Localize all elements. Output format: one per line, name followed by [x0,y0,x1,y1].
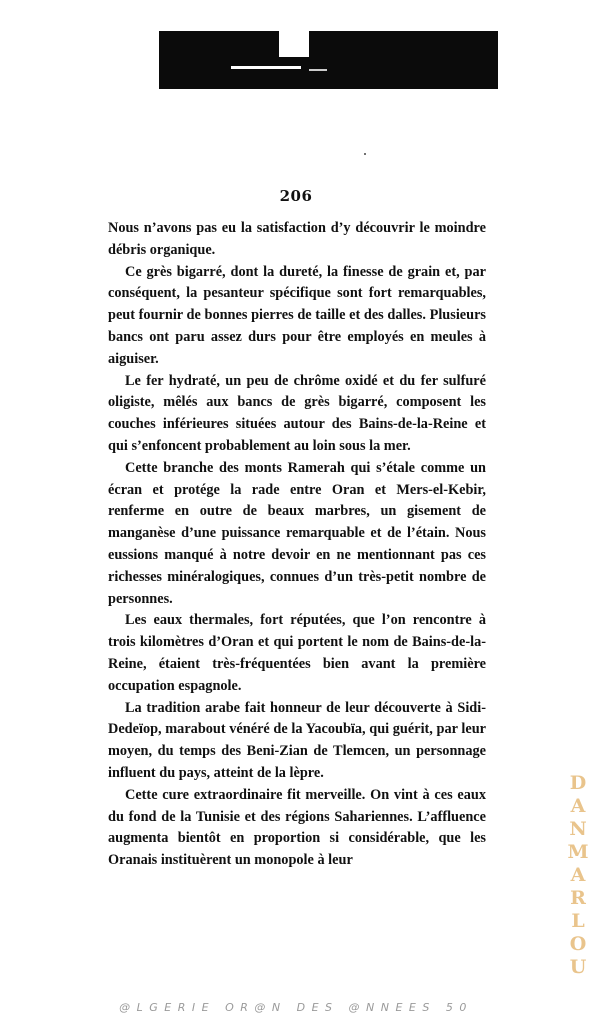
watermark-letter: D [569,772,587,794]
paragraph: La tradition arabe fait honneur de leur découverte à Sidi-Dedeïop, marabout vénéré de la Yacoubïa, qui guérit, par leur moyen, du temps des Beni-Zian de Tlemcen, un personnage influent du pays, atteint de la lèpre. [108,699,486,781]
ink-speck [364,153,366,155]
header-notch [279,31,309,57]
watermark-letter: L [571,910,585,932]
watermark-letter: R [570,887,586,909]
vertical-watermark [565,772,591,979]
paragraph: Cette branche des monts Ramerah qui s’étale comme un écran et protége la rade entre Oran et Mers-el-Kebir, renferme en outre de beaux marbres, un gisement de manganèse d’une puissance remarquable et de l’étain. Nous eussions manqué à notre devoir en ne mentionnant pas ces richesses minéralogiques, connues d’un très-petit nombre de personnes. [108,459,486,607]
header-mark [231,66,301,69]
header-mark-small [309,69,327,71]
paragraph: Ce grès bigarré, dont la dureté, la finesse de grain et, par conséquent, la pesanteur spécifique sont fort remarquables, peut fournir de bonnes pierres de taille et des dalles. Plusieurs bancs ont paru assez durs pour être employés en meules à aiguiser. [108,263,486,367]
watermark-letter: M [567,841,589,863]
paragraph: Le fer hydraté, un peu de chrôme oxidé et du fer sulfuré oligiste, mêlés aux bancs de grès bigarré, composent les couches inférieures situées autour des Bains-de-la-Reine et qui s’enfoncent probablement au loin sous la mer. [108,372,486,454]
watermark-letter: A [570,864,586,886]
page-number: 206 [279,187,313,205]
body-text [108,218,486,872]
redacted-header-block [159,31,498,89]
paragraph: Cette cure extraordinaire fit merveille. On vint à ces eaux du fond de la Tunisie et des régions Sahariennes. L’affluence augmenta bientôt en proportion si considérable, que les Oranais instituèrent un monopole à leur [108,786,486,869]
paragraph: Les eaux thermales, fort réputées, que l’on rencontre à trois kilomètres d’Oran et qui portent le nom de Bains-de-la-Reine, étaient très-fréquentées bien avant la première occupation espagnole. [108,612,486,694]
footer-watermark: @LGERIE OR@N DES @NNEES 50 [119,1001,473,1014]
watermark-letter: O [569,933,587,955]
paragraph: Nous n’avons pas eu la satisfaction d’y découvrir le moindre débris organique. [108,220,486,258]
watermark-letter: A [570,795,586,817]
watermark-letter: U [569,956,587,978]
watermark-letter: N [569,818,587,840]
